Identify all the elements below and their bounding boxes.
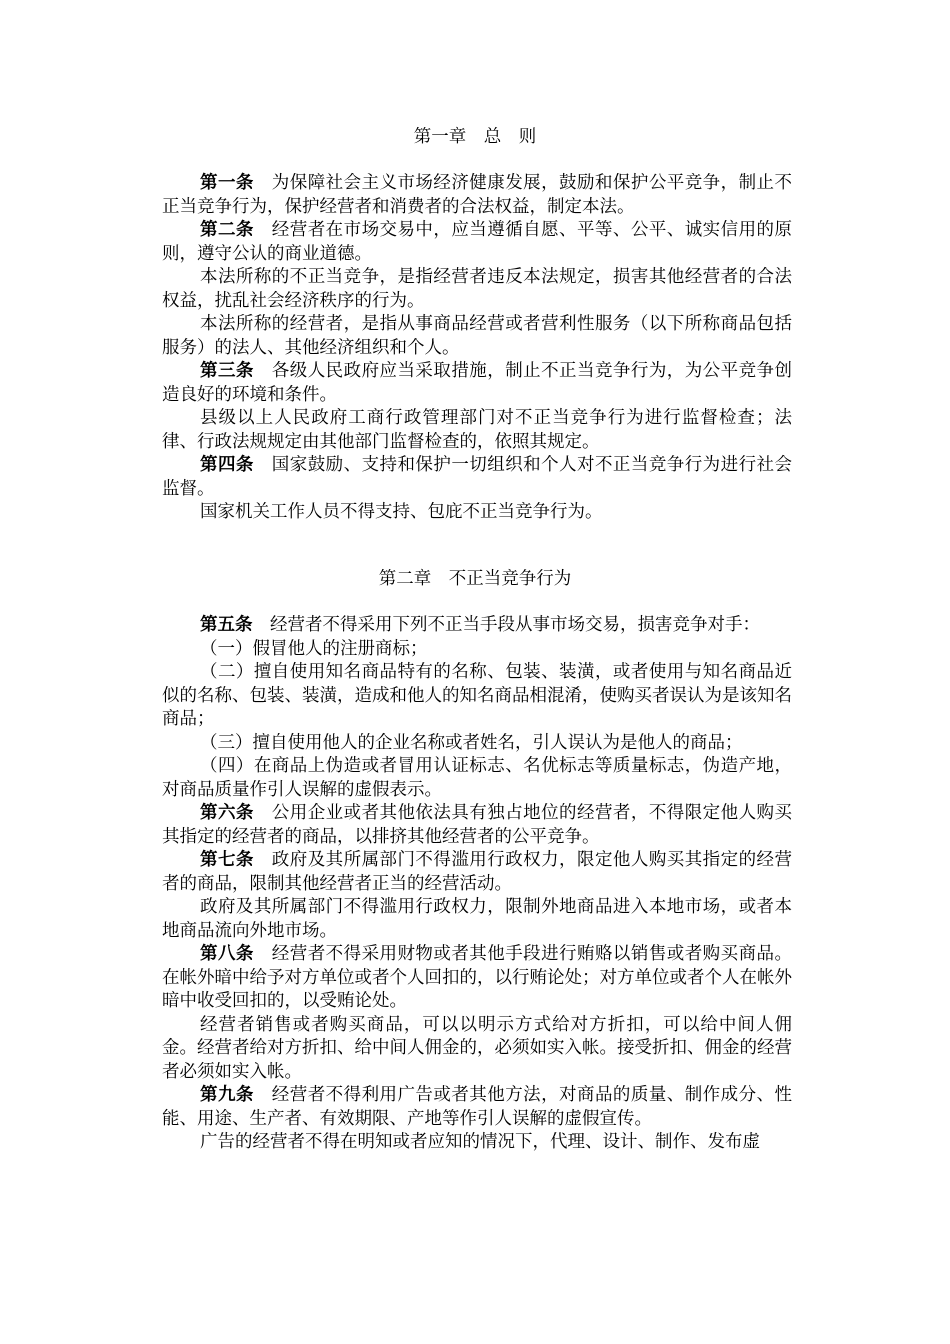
- paragraph: [162, 313, 792, 360]
- paragraph: [162, 1131, 792, 1155]
- article-number: 第八条: [200, 944, 254, 964]
- article-paragraph: [162, 454, 792, 501]
- paragraph-text: （一）假冒他人的注册商标；: [200, 638, 428, 659]
- paragraph-text: 公用企业或者其他依法具有独占地位的经营者，不得限定他人购买其指定的经营者的商品，以排挤其他经营者的公平竞争。: [162, 803, 792, 847]
- paragraph-text: 广告的经营者不得在明知或者应知的情况下，代理、设计、制作、发布虚: [200, 1132, 760, 1152]
- paragraph-text: 政府及其所属部门不得滥用行政权力，限制外地商品进入本地市场，或者本地商品流向外地市场。: [162, 897, 792, 941]
- paragraph-text: 经营者不得利用广告或者其他方法，对商品的质量、制作成分、性能、用途、生产者、有效期限、产地等作引人误解的虚假宣传。: [162, 1085, 792, 1129]
- paragraph: [162, 896, 792, 943]
- paragraph: [162, 266, 792, 313]
- article-number: 第一条: [200, 173, 254, 193]
- article-number: 第六条: [200, 803, 254, 823]
- paragraph-text: （二）擅自使用知名商品特有的名称、包装、装潢，或者使用与知名商品近似的名称、包装、装潢，造成和他人的知名商品相混淆，使购买者误认为是该知名商品；: [162, 662, 792, 729]
- paragraph: [162, 661, 792, 732]
- paragraph-text: 经营者不得采用下列不正当手段从事市场交易，损害竞争对手：: [252, 615, 760, 635]
- article-number: 第九条: [200, 1085, 254, 1105]
- chapter-2-title: 第二章 不正当竞争行为: [378, 569, 572, 589]
- paragraph: [162, 1014, 792, 1085]
- paragraph-text: 县级以上人民政府工商行政管理部门对不正当竞争行为进行监督检查；法律、行政法规规定由其他部门监督检查的，依照其规定。: [162, 408, 792, 452]
- paragraph-text: （四）在商品上伪造或者冒用认证标志、名优标志等质量标志，伪造产地，对商品质量作引人误解的虚假表示。: [162, 756, 792, 800]
- paragraph: [162, 755, 792, 802]
- paragraph-text: 政府及其所属部门不得滥用行政权力，限定他人购买其指定的经营者的商品，限制其他经营者正当的经营活动。: [162, 850, 792, 894]
- article-number: 第三条: [200, 361, 254, 381]
- article-paragraph: [162, 1084, 792, 1131]
- paragraph-text: 经营者不得采用财物或者其他手段进行贿赂以销售或者购买商品。在帐外暗中给予对方单位或者个人回扣的，以行贿论处；对方单位或者个人在帐外暗中收受回扣的，以受贿论处。: [162, 944, 792, 1011]
- paragraph: [162, 501, 792, 525]
- article-number: 第五条: [200, 615, 253, 635]
- article-paragraph: [162, 943, 792, 1014]
- article-number: 第四条: [200, 455, 254, 475]
- paragraph-text: 为保障社会主义市场经济健康发展，鼓励和保护公平竞争，制止不正当竞争行为，保护经营者和消费者的合法权益，制定本法。: [162, 173, 792, 217]
- paragraph: [162, 638, 792, 662]
- chapter-1-title: 第一章 总 则: [413, 127, 537, 147]
- paragraph-text: 经营者在市场交易中，应当遵循自愿、平等、公平、诚实信用的原则，遵守公认的商业道德。: [162, 220, 792, 264]
- article-paragraph: [162, 360, 792, 407]
- chapter-1-body: [162, 172, 792, 525]
- article-number: 第二条: [200, 220, 254, 240]
- paragraph: [162, 407, 792, 454]
- chapter-2-body: [162, 614, 792, 1155]
- paragraph: [162, 732, 792, 756]
- article-paragraph: [162, 849, 792, 896]
- paragraph-text: 本法所称的不正当竞争，是指经营者违反本法规定，损害其他经营者的合法权益，扰乱社会经济秩序的行为。: [162, 267, 792, 311]
- article-paragraph: [162, 172, 792, 219]
- paragraph-text: 国家鼓励、支持和保护一切组织和个人对不正当竞争行为进行社会监督。: [162, 455, 792, 499]
- article-paragraph: [162, 614, 792, 638]
- article-paragraph: [162, 219, 792, 266]
- paragraph-text: 本法所称的经营者，是指从事商品经营或者营利性服务（以下所称商品包括服务）的法人、其他经济组织和个人。: [162, 314, 792, 358]
- paragraph-text: 国家机关工作人员不得支持、包庇不正当竞争行为。: [200, 502, 603, 522]
- paragraph-text: 经营者销售或者购买商品，可以以明示方式给对方折扣，可以给中间人佣金。经营者给对方折扣、给中间人佣金的，必须如实入帐。接受折扣、佣金的经营者必须如实入帐。: [162, 1014, 792, 1082]
- paragraph-text: （三）擅自使用他人的企业名称或者姓名，引人误认为是他人的商品；: [200, 732, 743, 753]
- article-paragraph: [162, 802, 792, 849]
- article-number: 第七条: [200, 850, 254, 870]
- paragraph-text: 各级人民政府应当采取措施，制止不正当竞争行为，为公平竞争创造良好的环境和条件。: [162, 361, 792, 405]
